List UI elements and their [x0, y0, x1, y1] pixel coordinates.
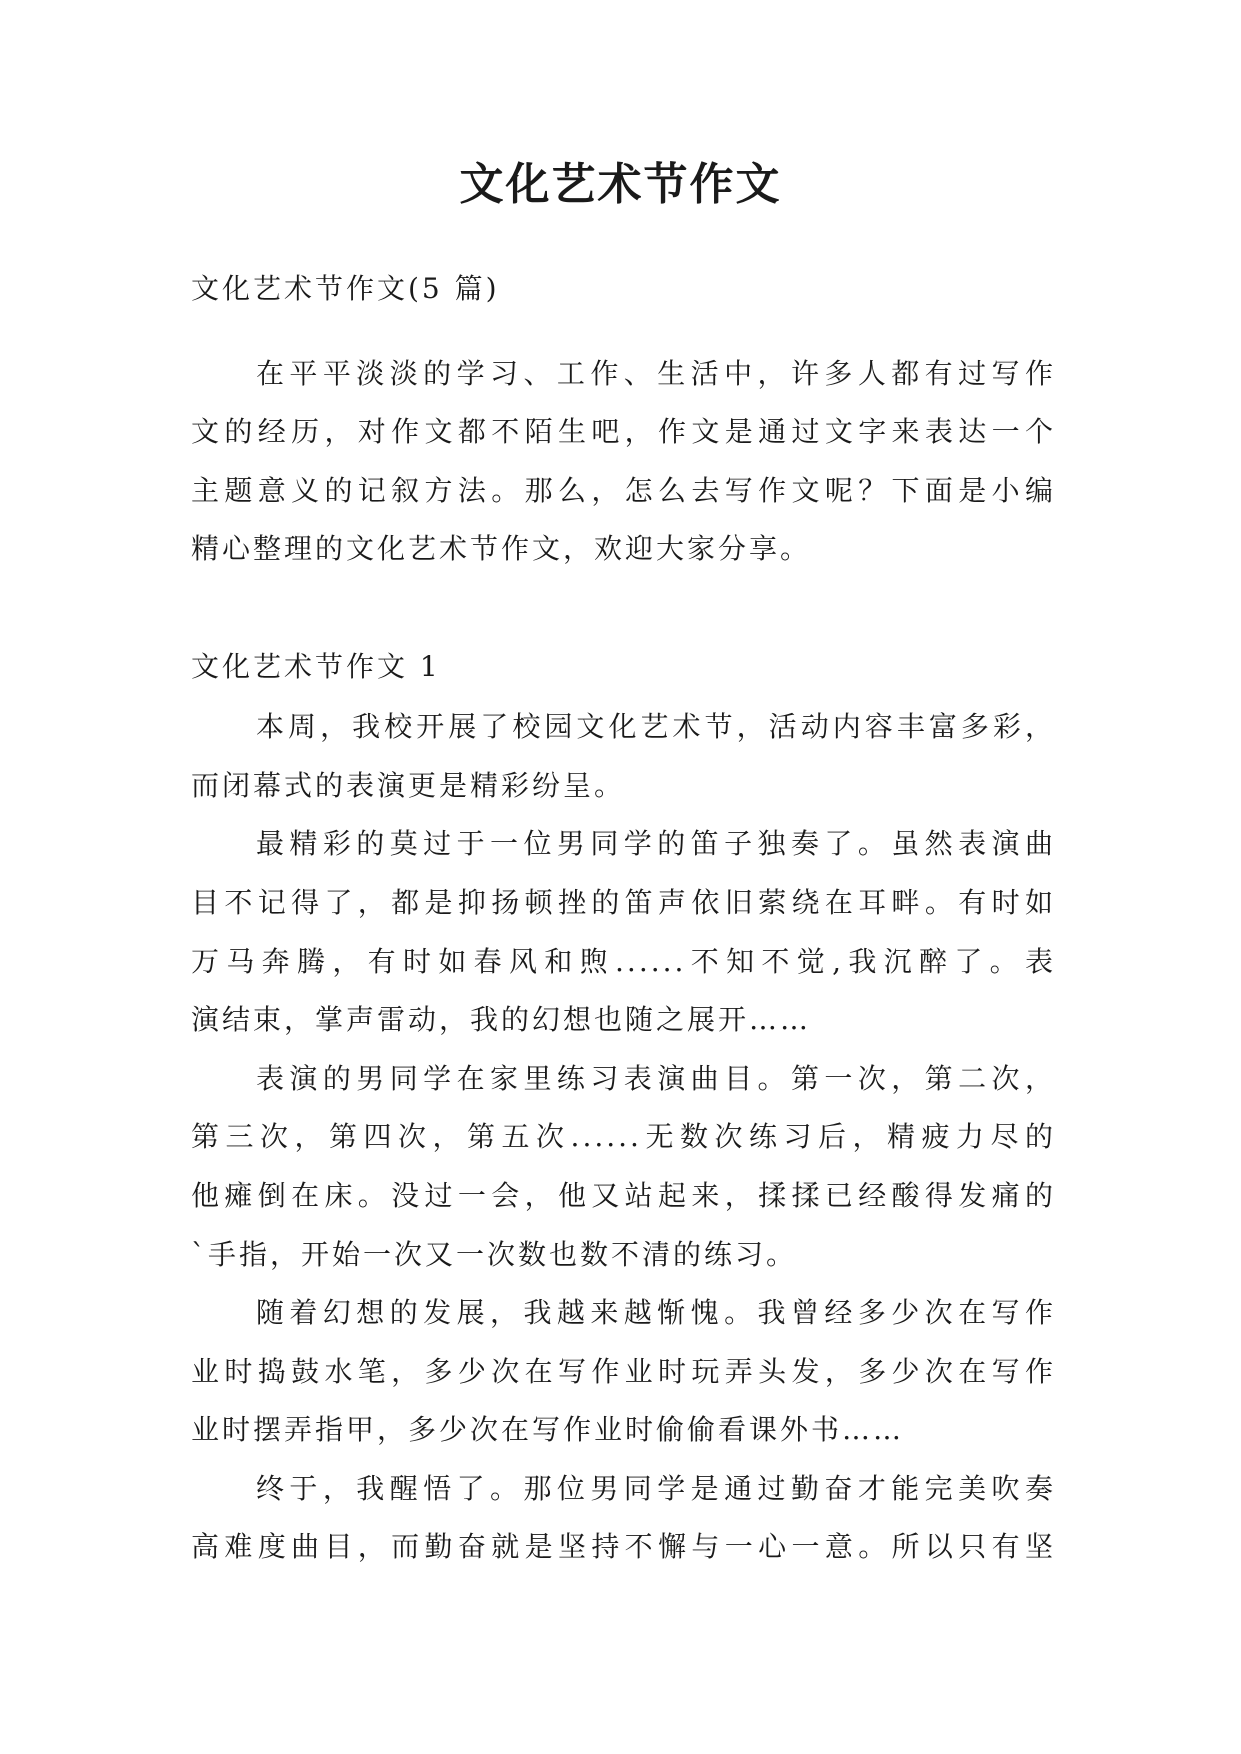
text-line: 随着幻想的发展，我越来越惭愧。我曾经多少次在写作 — [256, 1296, 1056, 1330]
text-line: 业时摆弄指甲，多少次在写作业时偷偷看课外书…… — [191, 1413, 905, 1447]
essay-paragraph — [191, 1284, 1056, 1460]
essay-paragraph — [191, 815, 1056, 1049]
text-line: 目不记得了，都是抑扬顿挫的笛声依旧萦绕在耳畔。有时如 — [191, 885, 1056, 919]
text-line: 万马奔腾，有时如春风和煦......不知不觉,我沉醉了。表 — [191, 944, 1056, 978]
text-line: 最精彩的莫过于一位男同学的笛子独奏了。虽然表演曲 — [256, 827, 1056, 861]
document-body — [191, 260, 1056, 1577]
text-line: 高难度曲目，而勤奋就是坚持不懈与一心一意。所以只有坚 — [191, 1530, 1056, 1564]
document-title: 文化艺术节作文 — [459, 159, 782, 210]
essay-paragraph — [191, 1460, 1056, 1577]
text-line: 他瘫倒在床。没过一会，他又站起来，揉揉已经酸得发痛的 — [191, 1178, 1056, 1212]
text-line: 业时捣鼓水笔，多少次在写作业时玩弄头发，多少次在写作 — [191, 1354, 1056, 1388]
intro-paragraph — [191, 345, 1056, 579]
text-line: 在平平淡淡的学习、工作、生活中，许多人都有过写作 — [256, 356, 1056, 390]
text-line: 主题意义的记叙方法。那么，怎么去写作文呢？下面是小编 — [191, 473, 1056, 507]
essay-paragraph — [191, 698, 1056, 815]
text-line: 文的经历，对作文都不陌生吧，作文是通过文字来表达一个 — [191, 415, 1056, 449]
text-line: `手指，开始一次又一次数也数不清的练习。 — [191, 1237, 798, 1271]
text-line: 演结束，掌声雷动，我的幻想也随之展开…… — [191, 1003, 812, 1037]
collection-heading: 文化艺术节作文(5 篇) — [191, 272, 500, 305]
text-line: 而闭幕式的表演更是精彩纷呈。 — [191, 768, 626, 802]
text-line: 表演的男同学在家里练习表演曲目。第一次，第二次， — [256, 1061, 1056, 1095]
essay-paragraph — [191, 1050, 1056, 1284]
essay-heading: 文化艺术节作文 1 — [191, 649, 441, 683]
text-line: 本周，我校开展了校园文化艺术节，活动内容丰富多彩， — [256, 710, 1056, 744]
text-line: 第三次，第四次，第五次......无数次练习后，精疲力尽的 — [191, 1120, 1056, 1154]
text-line: 终于，我醒悟了。那位男同学是通过勤奋才能完美吹奏 — [256, 1471, 1056, 1505]
text-line: 精心整理的文化艺术节作文，欢迎大家分享。 — [191, 532, 812, 566]
